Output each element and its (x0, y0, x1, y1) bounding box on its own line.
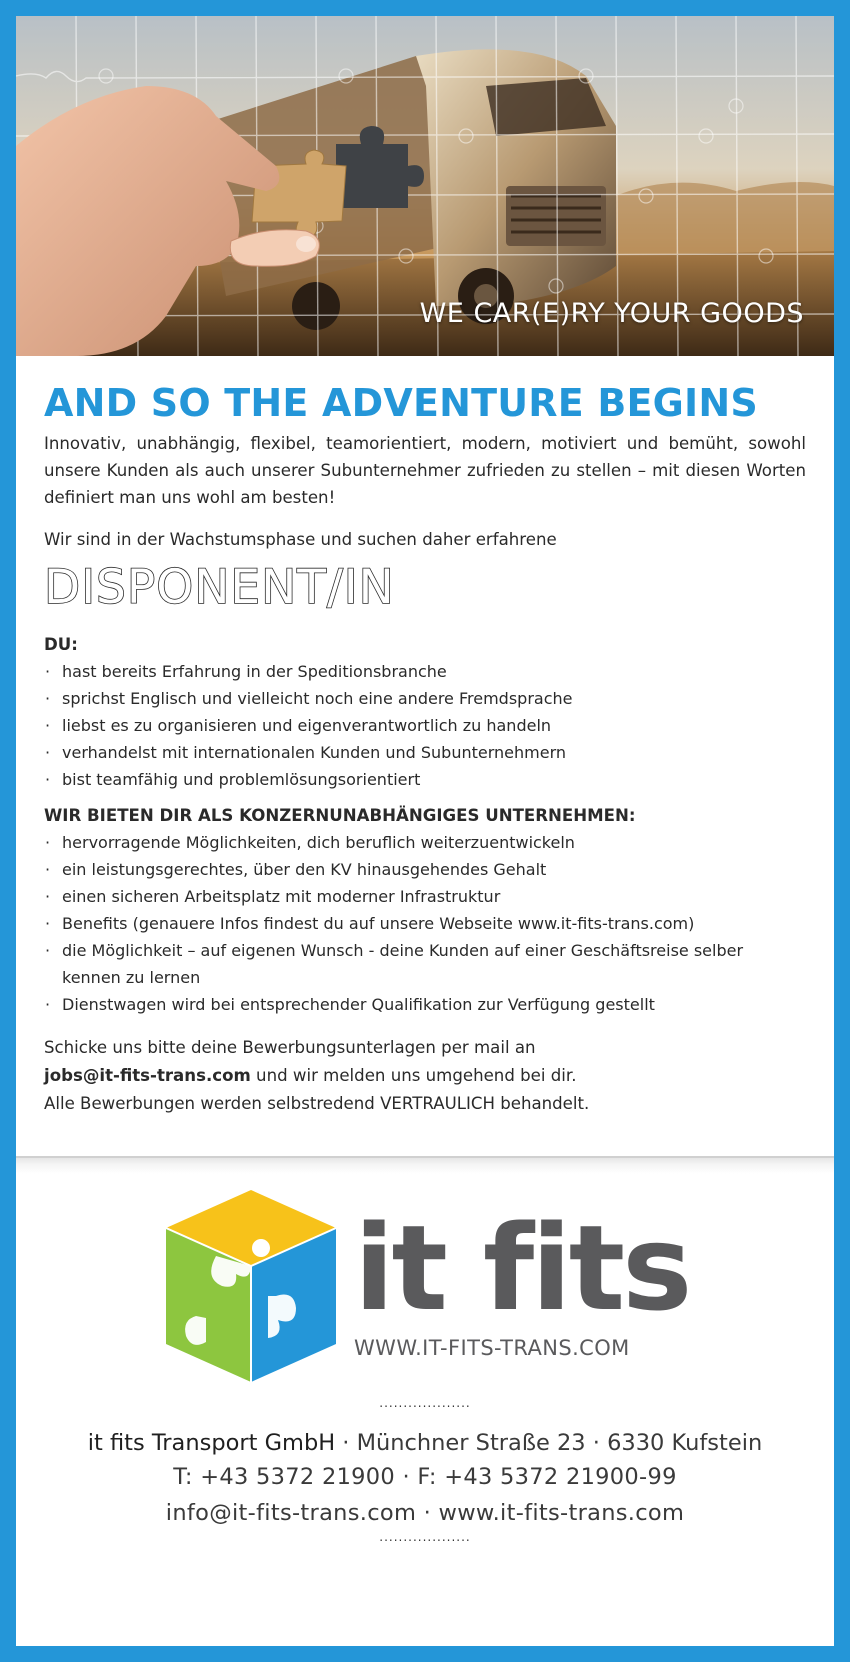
list-item: · verhandelst mit internationalen Kunden und Subunternehmern (44, 739, 806, 766)
job-title: DISPONENT/IN (44, 560, 395, 615)
closing-line-3: Alle Bewerbungen werden selbstredend VERTRAULICH behandelt. (44, 1094, 590, 1113)
logo-wordmark: it fits (354, 1199, 690, 1337)
du-section-title: DU: (44, 635, 78, 654)
bullet-icon: · (45, 662, 51, 681)
phone-fax-line: T: +43 5372 21900 · F: +43 5372 21900-99 (173, 1464, 677, 1490)
closing-line-2: jobs@it-fits-trans.com und wir melden uns umgehend bei dir. (44, 1066, 577, 1085)
closing-line-1: Schicke uns bitte deine Bewerbungsunterlagen per mail an (44, 1038, 536, 1057)
logo-url[interactable]: WWW.IT-FITS-TRANS.COM (354, 1336, 630, 1360)
lead-sentence: Wir sind in der Wachstumsphase und suchen daher erfahrene (44, 530, 557, 549)
email-web-line[interactable]: info@it-fits-trans.com · www.it-fits-trans.com (165, 1500, 685, 1526)
list-item: · Dienstwagen wird bei entsprechender Qualifikation zur Verfügung gestellt (44, 991, 806, 1018)
bullet-icon: · (45, 941, 51, 960)
company-name: it fits Transport GmbH (87, 1430, 336, 1456)
hero-tagline: WE CAR(E)RY YOUR GOODS (419, 298, 804, 329)
offer-section-title: WIR BIETEN DIR ALS KONZERNUNABHÄNGIGES UNTERNEHMEN: (44, 806, 636, 825)
bullet-icon: · (45, 914, 51, 933)
dotted-separator-top: ................... (379, 1396, 471, 1410)
list-item: · hervorragende Möglichkeiten, dich beruflich weiterzuentwickeln (44, 829, 806, 856)
list-item: · sprichst Englisch und vielleicht noch eine andere Fremdsprache (44, 685, 806, 712)
bullet-icon: · (45, 770, 51, 789)
bullet-icon: · (45, 995, 51, 1014)
intro-paragraph: Innovativ, unabhängig, flexibel, teamorientiert, modern, motiviert und bemüht, sowohl unsere Kunden als auch unserer Subunternehmer zufrieden zu stellen – mit diesen Worten definiert man uns wohl am besten! (44, 434, 806, 507)
bullet-icon: · (45, 887, 51, 906)
headline: AND SO THE ADVENTURE BEGINS (44, 381, 758, 425)
du-list (44, 658, 806, 793)
list-item: · ein leistungsgerechtes, über den KV hinausgehendes Gehalt (44, 856, 806, 883)
bullet-icon: · (45, 860, 51, 879)
advertisement-card (16, 16, 834, 1646)
list-item: · bist teamfähig und problemlösungsorientiert (44, 766, 806, 793)
bullet-icon: · (45, 833, 51, 852)
application-email-link[interactable]: jobs@it-fits-trans.com (44, 1066, 251, 1085)
closing-paragraph (44, 1034, 806, 1118)
dotted-separator-bottom: ................... (379, 1530, 471, 1544)
section-divider (16, 1156, 834, 1174)
puzzle-cube-icon (156, 1186, 346, 1386)
bullet-icon: · (45, 716, 51, 735)
company-address-line (16, 1426, 834, 1460)
bullet-icon: · (45, 743, 51, 762)
list-item: · Benefits (genauere Infos findest du auf unsere Webseite www.it-fits-trans.com) (44, 910, 806, 937)
list-item: · liebst es zu organisieren und eigenverantwortlich zu handeln (44, 712, 806, 739)
list-item: · einen sicheren Arbeitsplatz mit moderner Infrastruktur (44, 883, 806, 910)
offer-list (44, 829, 806, 1018)
list-item: · die Möglichkeit – auf eigenen Wunsch - deine Kunden auf einer Geschäftsreise selber kennen zu lernen (44, 937, 806, 991)
hero-image (16, 16, 834, 356)
list-item: · hast bereits Erfahrung in der Speditionsbranche (44, 658, 806, 685)
job-ad-content (44, 381, 806, 1118)
company-address: · Münchner Straße 23 · 6330 Kufstein (335, 1430, 763, 1456)
bullet-icon: · (45, 689, 51, 708)
company-logo (156, 1186, 696, 1386)
